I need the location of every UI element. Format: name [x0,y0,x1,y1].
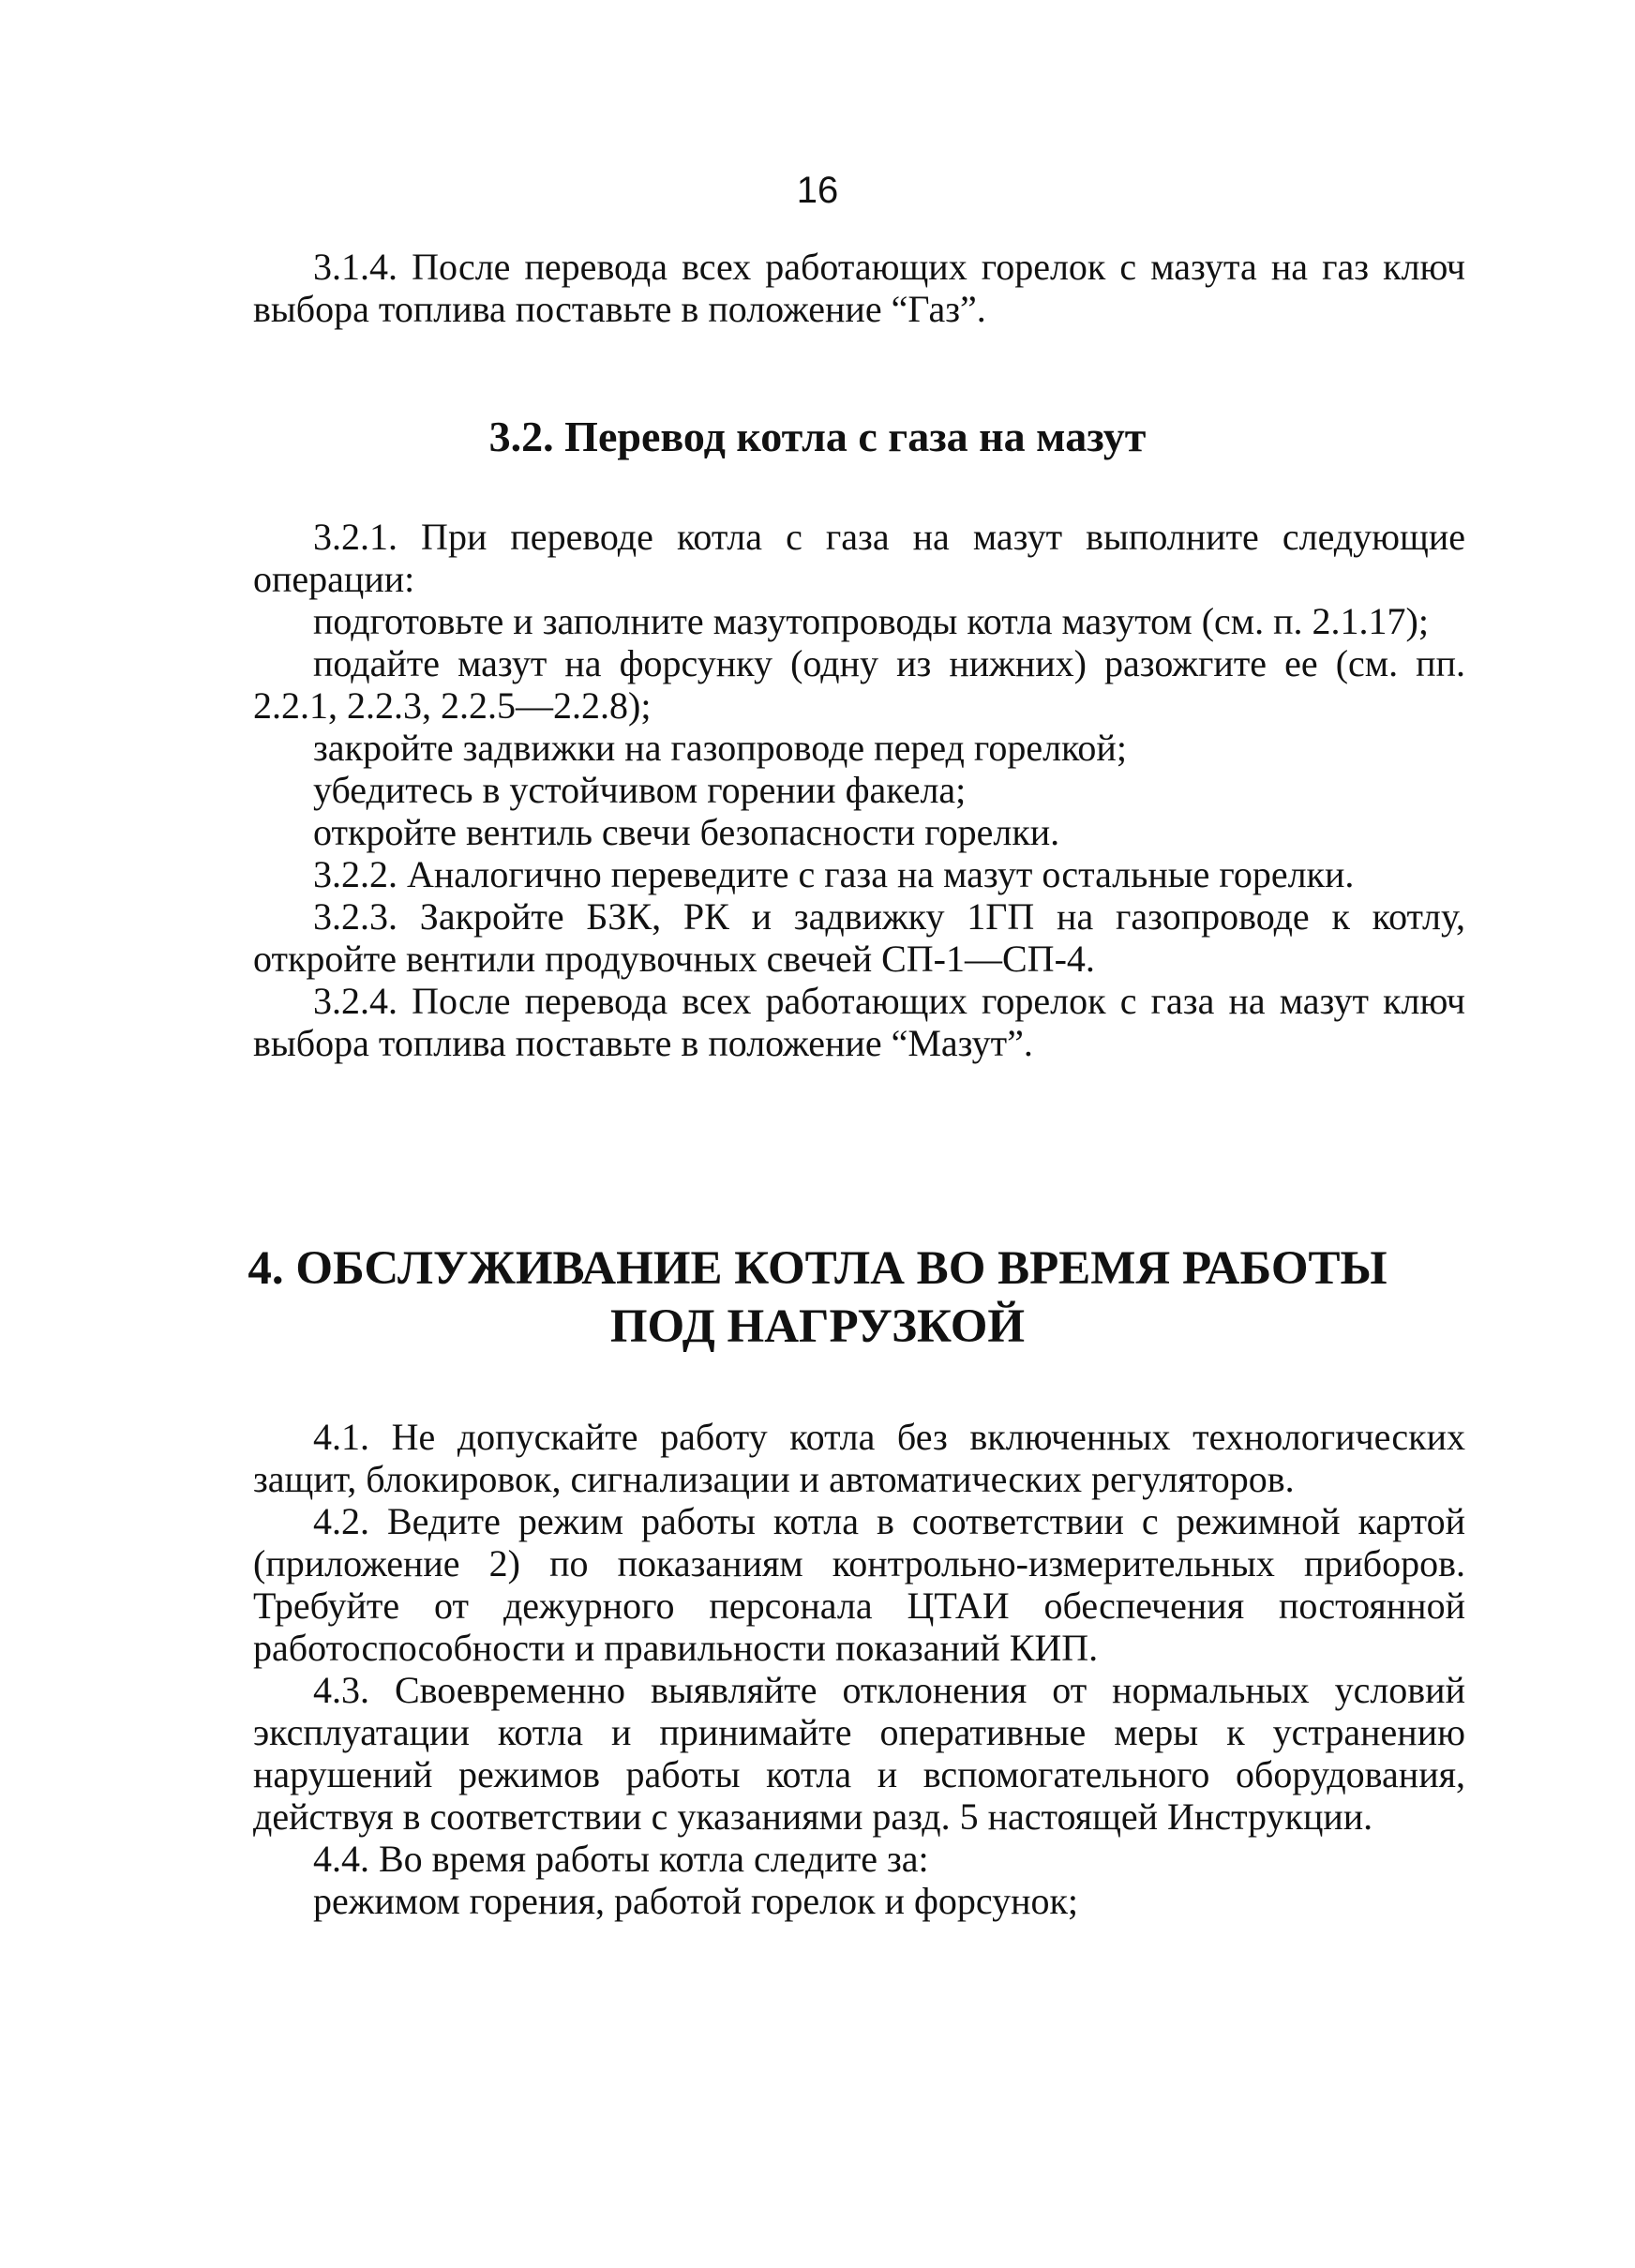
chapter-4-title-line2: ПОД НАГРУЗКОЙ [609,1300,1026,1353]
paragraph-3-2-2: 3.2.2. Аналогично переведите с газа на мазут остальные горелки. [313,853,1355,895]
paragraph-3-2-3: 3.2.3. Закройте БЗК, РК и задвижку 1ГП на газопроводе к котлу, откройте вентили продувочных свечей СП-1—СП-4. [253,895,1465,980]
paragraph-4-3: 4.3. Своевременно выявляйте отклонения от нормальных условий эксплуатации котла и принимайте оперативные меры к устранению нарушений режимов работы котла и вспомогательного оборудования, действуя в соответствии с указаниями разд. 5 настоящей Инструкции. [253,1669,1465,1838]
chapter-4-title [188,1239,1448,1356]
page-number: 16 [796,170,839,211]
section-3-2-title: 3.2. Перевод котла с газа на мазут [488,413,1147,460]
list-item: откройте вентиль свечи безопасности горелки. [313,811,1060,853]
paragraph-3-1-4-block [253,246,1465,330]
section-3-2-body [253,516,1465,1064]
chapter-4-title-line1: 4. ОБСЛУЖИВАНИЕ КОТЛА ВО ВРЕМЯ РАБОТЫ [248,1242,1388,1295]
list-item: подготовьте и заполните мазутопроводы котла мазутом (см. п. 2.1.17); [313,600,1429,642]
chapter-4-body [253,1416,1465,1922]
paragraph-4-2: 4.2. Ведите режим работы котла в соответствии с режимной картой (приложение 2) по показаниям контрольно-измерительных приборов. Требуйте от дежурного персонала ЦТАИ обеспечения постоянной работоспособности и правильности показаний КИП. [253,1500,1465,1669]
list-item: закройте задвижки на газопроводе перед горелкой; [313,727,1127,769]
list-item: подайте мазут на форсунку (одну из нижних) разожгите ее (см. пп. 2.2.1, 2.2.3, 2.2.5—2.2.8); [253,642,1465,727]
paragraph-3-2-1: 3.2.1. При переводе котла с газа на мазут выполните следующие операции: [253,516,1465,600]
paragraph-3-2-4: 3.2.4. После перевода всех работающих горелок с газа на мазут ключ выбора топлива поставьте в положение “Мазут”. [253,980,1465,1064]
paragraph-4-1: 4.1. Не допускайте работу котла без включенных технологических защит, блокировок, сигнализации и автоматических регуляторов. [253,1416,1465,1500]
paragraph-4-4: 4.4. Во время работы котла следите за: [313,1838,929,1880]
list-item: режимом горения, работой горелок и форсунок; [313,1880,1079,1922]
list-item: убедитесь в устойчивом горении факела; [313,769,967,811]
paragraph-3-1-4: 3.1.4. После перевода всех работающих горелок с мазута на газ ключ выбора топлива поставьте в положение “Газ”. [253,246,1465,330]
